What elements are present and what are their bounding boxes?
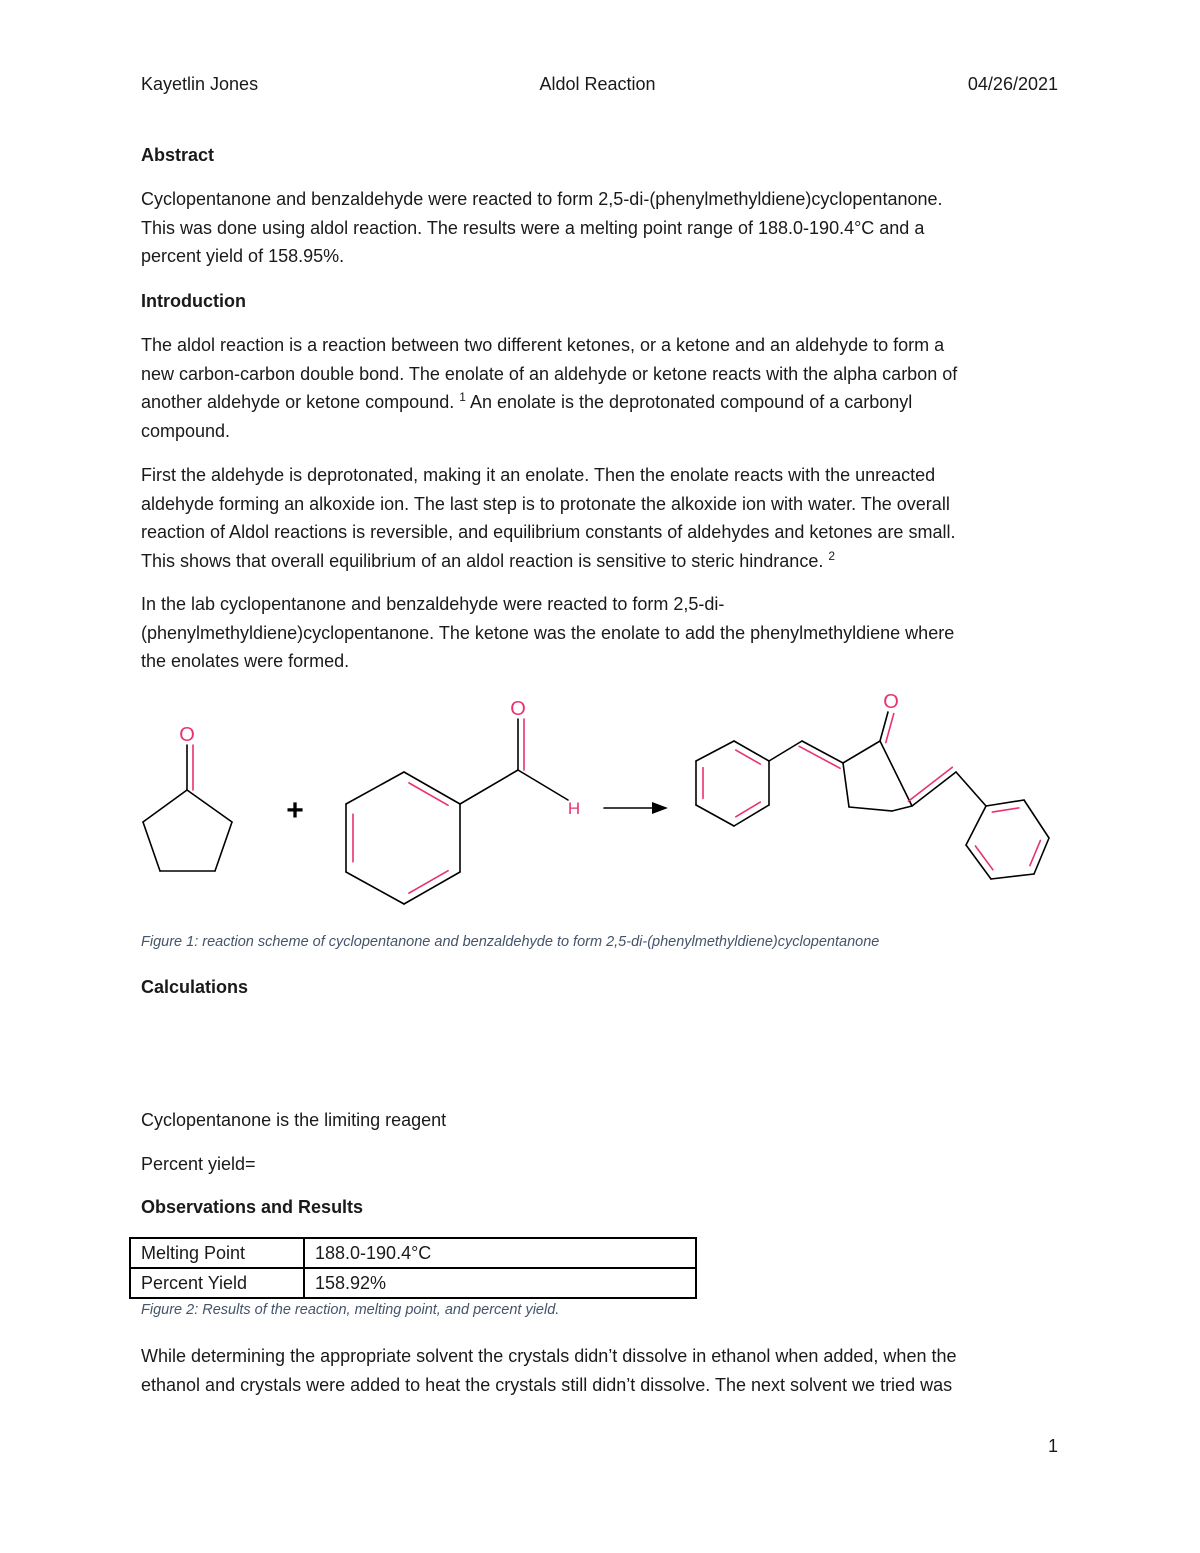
header-author: Kayetlin Jones	[141, 74, 259, 94]
product-right-phenyl-double-bond	[992, 808, 1019, 812]
reference-superscript: 1	[459, 390, 466, 404]
text-line: ethanol and crystals were added to heat the crystals still didn’t dissolve. The next solvent we tried was	[141, 1374, 953, 1395]
text-segment: another aldehyde or ketone compound.	[141, 392, 455, 412]
product-right-phenyl-bond	[1024, 800, 1049, 838]
benzaldehyde-ring-bond	[404, 872, 460, 904]
text-line: aldehyde forming an alkoxide ion. The last step is to protonate the alkoxide ion with water. The overall	[141, 493, 950, 514]
results-heading: Observations and Results	[141, 1197, 364, 1217]
product-bond	[769, 741, 802, 761]
exocyclic-double-bond	[912, 772, 956, 806]
text-line: The aldol reaction is a reaction between two different ketones, or a ketone and an aldehyde to form a	[141, 335, 945, 355]
product-core-ring-bond	[843, 741, 880, 763]
product-core-ring-bond	[892, 806, 912, 811]
table-cell-value: 188.0-190.4°C	[304, 1238, 696, 1268]
limiting-reagent-text: Cyclopentanone is the limiting reagent	[141, 1110, 447, 1130]
calculations-heading: Calculations	[141, 977, 249, 997]
cyclopentanone-ring-bond	[187, 790, 232, 822]
cyclopentanone-ring-bond	[215, 822, 232, 871]
text-line: the enolates were formed.	[141, 651, 350, 671]
product-left-phenyl-double-bond	[736, 750, 761, 764]
page-number: 1	[1047, 1436, 1058, 1456]
product-core-ring-bond	[880, 741, 912, 806]
table-row	[130, 1268, 696, 1298]
text-line: (phenylmethyldiene)cyclopentanone. The ketone was the enolate to add the phenylmethyldiene where	[141, 622, 955, 643]
reference-superscript: 2	[828, 548, 836, 563]
exocyclic-double-double-bond	[908, 767, 952, 801]
text-line: reaction of Aldol reactions is reversible, and equilibrium constants of aldehydes and ketones are small.	[141, 522, 956, 542]
text-line: percent yield of 158.95%.	[141, 246, 345, 266]
oxygen-atom-label: O	[883, 691, 899, 713]
text-segment: This shows that overall equilibrium of an aldol reaction is sensitive to steric hindrance.	[141, 550, 824, 571]
product-left-phenyl-bond	[734, 741, 769, 761]
product-right-phenyl-bond	[966, 806, 986, 845]
figure-1-caption: Figure 1: reaction scheme of cyclopentanone and benzaldehyde to form 2,5-di-(phenylmethyldiene)cyclopentanone	[141, 934, 880, 950]
aldehyde-h-bond	[518, 770, 568, 800]
product-left-phenyl-double-bond	[736, 802, 761, 817]
table-cell-label: Percent Yield	[130, 1268, 304, 1298]
oxygen-atom-label: O	[179, 724, 195, 746]
product-right-phenyl-bond	[1034, 838, 1049, 874]
text-line: While determining the appropriate solvent the crystals didn’t dissolve in ethanol when added, when the	[141, 1346, 957, 1366]
product-right-phenyl-bond	[991, 874, 1034, 879]
benzaldehyde-ring-bond	[404, 772, 460, 804]
table-cell-label: Melting Point	[130, 1238, 304, 1268]
text-line: compound.	[141, 420, 231, 441]
text-line: In the lab cyclopentanone and benzaldehyde were reacted to form 2,5-di-	[141, 594, 725, 614]
header-title: Aldol Reaction	[539, 74, 656, 94]
aldehyde-bond	[460, 770, 518, 804]
product-right-phenyl-double-bond	[975, 846, 993, 870]
text-line: new carbon-carbon double bond. The enolate of an aldehyde or ketone reacts with the alpha carbon of	[141, 363, 958, 384]
results-table	[129, 1237, 697, 1299]
product-bond	[956, 772, 986, 806]
benzaldehyde-ring-bond	[346, 772, 404, 804]
header-date: 04/26/2021	[967, 74, 1058, 94]
cyclopentanone-ring-bond	[143, 822, 160, 871]
abstract-heading: Abstract	[141, 145, 215, 165]
oxygen-atom-label: O	[510, 698, 526, 720]
product-core-ring-bond	[843, 763, 849, 807]
benzaldehyde-ring-bond	[346, 872, 404, 904]
table-row	[130, 1238, 696, 1268]
table-cell-value: 158.92%	[304, 1268, 696, 1298]
hydrogen-atom-label: H	[567, 799, 581, 818]
product-core-ring-bond	[849, 807, 892, 811]
product-left-phenyl-bond	[696, 805, 734, 826]
cyclopentanone-ring-bond	[143, 790, 187, 822]
percent-yield-text: Percent yield=	[141, 1154, 256, 1174]
reaction-arrow-head	[652, 802, 668, 814]
introduction-heading: Introduction	[141, 291, 246, 311]
text-line: First the aldehyde is deprotonated, making it an enolate. Then the enolate reacts with the unreacted	[141, 465, 936, 485]
closing-paragraph	[141, 1342, 1061, 1399]
product-left-phenyl-bond	[696, 741, 734, 761]
product-right-phenyl-bond	[986, 800, 1024, 806]
text-line: Cyclopentanone and benzaldehyde were reacted to form 2,5-di-(phenylmethyldiene)cyclopentanone.	[141, 189, 943, 209]
plus-sign: +	[286, 794, 304, 827]
figure-2-caption: Figure 2: Results of the reaction, melting point, and percent yield.	[141, 1302, 560, 1318]
text-line: This was done using aldol reaction. The results were a melting point range of 188.0-190.4°C and a	[141, 217, 925, 238]
text-segment: An enolate is the deprotonated compound of a carbonyl	[469, 392, 913, 412]
